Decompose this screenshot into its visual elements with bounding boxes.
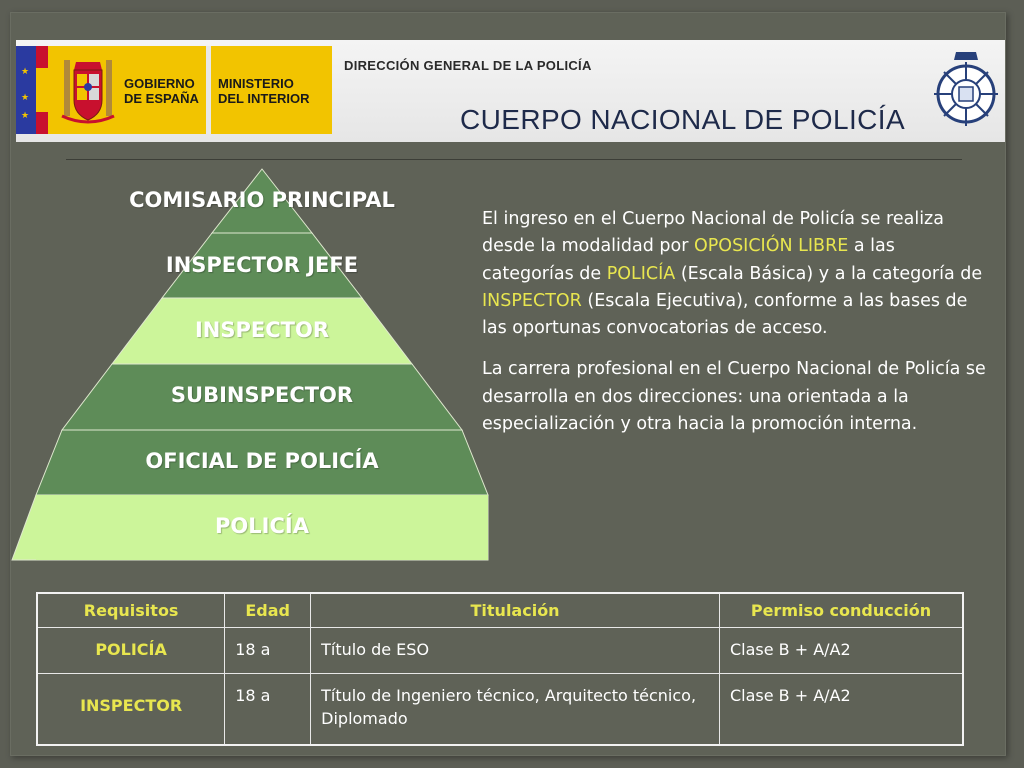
highlight-oposicion-libre: OPOSICIÓN LIBRE (693, 236, 849, 257)
paragraph-admission-text: a las categorías de (482, 236, 895, 284)
ministry-label-text: MINISTERIO DEL INTERIOR (218, 76, 310, 106)
table-cell-degree: Título de Ingeniero técnico, Arquitecto técnico, Diplomado (311, 674, 720, 745)
column-header-edad: Edad (225, 593, 311, 628)
star-icon: ★ (21, 93, 30, 103)
column-header-titulacion: Titulación (311, 593, 720, 628)
column-header-permiso: Permiso conducción (719, 593, 963, 628)
description-text (482, 206, 992, 452)
table-cell-category: INSPECTOR (37, 674, 225, 745)
requirements-table (36, 592, 964, 746)
highlight-inspector: INSPECTOR (482, 290, 582, 311)
pyramid-level-policia: POLICÍA (215, 514, 309, 538)
table-cell-category: POLICÍA (37, 628, 225, 674)
star-icon: ★ (21, 67, 30, 77)
paragraph-career: La carrera profesional en el Cuerpo Nacional de Policía se desarrolla en dos direcciones: una orientada a la especialización y otra hacia la promoción interna. (482, 359, 986, 435)
table-cell-age: 18 a (225, 674, 311, 745)
pyramid-level-subinspector: SUBINSPECTOR (170, 383, 354, 407)
pyramid-level-comisario-principal: COMISARIO PRINCIPAL (129, 188, 395, 212)
paragraph-admission-text: (Escala Básica) y a la categoría de (675, 263, 983, 284)
table-header-row (37, 593, 963, 628)
star-icon: ★ (21, 111, 30, 121)
table-cell-degree: Título de ESO (311, 628, 720, 674)
column-header-requisitos: Requisitos (37, 593, 225, 628)
corps-title: CUERPO NACIONAL DE POLICÍA (460, 104, 906, 135)
table-cell-license: Clase B + A/A2 (719, 674, 963, 745)
table-row (37, 674, 963, 745)
table-row (37, 628, 963, 674)
paragraph-admission (482, 206, 992, 342)
table-cell-age: 18 a (225, 628, 311, 674)
pyramid-level-inspector-jefe: INSPECTOR JEFE (165, 253, 359, 277)
directorate-title: DIRECCIÓN GENERAL DE LA POLICÍA (344, 58, 592, 73)
pyramid-level-inspector: INSPECTOR (194, 318, 329, 342)
government-label-text: GOBIERNO DE ESPAÑA (124, 76, 199, 106)
paragraph-admission-text: El ingreso en el Cuerpo Nacional de Policía se realiza desde la modalidad por (482, 209, 944, 257)
table-cell-license: Clase B + A/A2 (719, 628, 963, 674)
paragraph-admission-text: (Escala Ejecutiva), conforme a las bases de las oportunas convocatorias de acceso. (482, 290, 968, 339)
highlight-policia: POLICÍA (606, 263, 676, 284)
pyramid-level-oficial-de-policia: OFICIAL DE POLICÍA (145, 449, 379, 473)
